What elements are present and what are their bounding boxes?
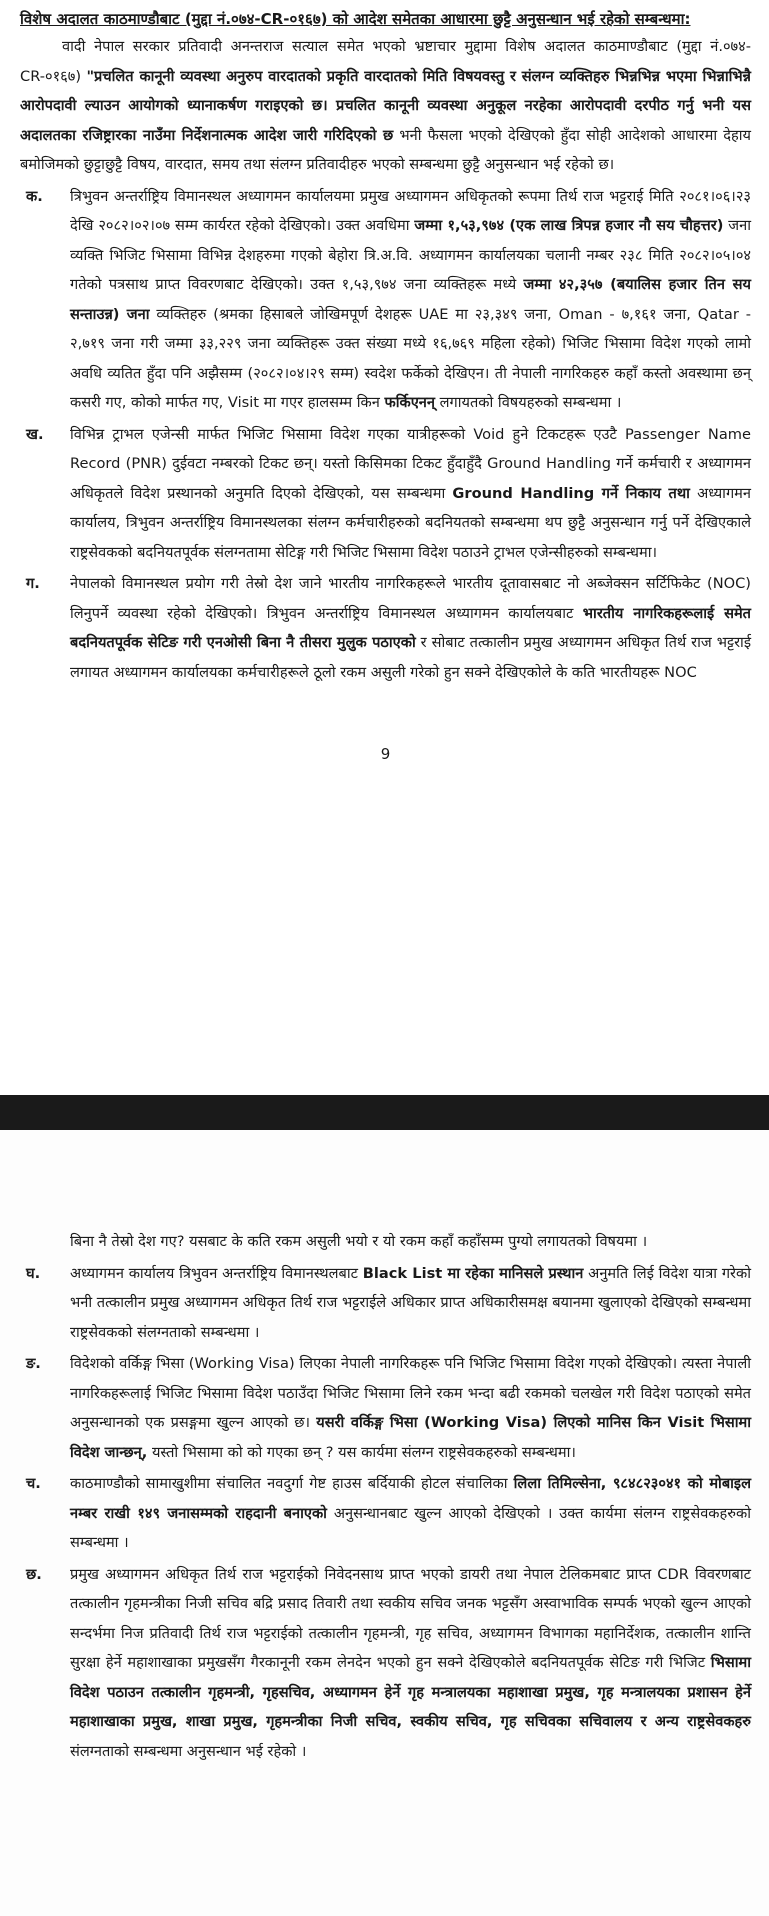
list-marker: ख. <box>26 425 44 443</box>
list-item-text: अध्यागमन कार्यालय त्रिभुवन अन्तर्राष्ट्रिय विमानस्थलबाट Black List मा रहेका मानिसले प्रस्थान अनुमति लिई विदेश यात्रा गरेको भनी तत्कालीन प्रमुख अध्यागमन अधिकृत तिर्थ राज भट्टराईले अधिकार प्राप्त अधिकारीसमक्ष बयानमा खुलाएको देखिएको सम्बन्धमा राष्ट्रसेवकको संलग्नताको सम्बन्धमा । <box>70 1264 751 1341</box>
list-item-text: प्रमुख अध्यागमन अधिकृत तिर्थ राज भट्टराईको निवेदनसाथ प्राप्त भएको डायरी तथा नेपाल टेलिकमबाट प्राप्त CDR विवरणबाट तत्कालीन गृहमन्त्रीका निजी सचिव बद्रि प्रसाद तिवारी तथा स्वकीय सचिव जनक भट्टसँग अस्वाभाविक सम्पर्क भएको खुल्न आएको सन्दर्भमा निज प्रतिवादी तिर्थ राज भट्टराईको तत्कालीन गृहमन्त्री, गृह सचिव, अध्यागमन विभागका महानिर्देशक, तत्कालीन शान्ति सुरक्षा हेर्ने महाशाखाका प्रमुखसँग गैरकानूनी रकम लेनदेन भएको हुन सक्ने देखिएकोले बदनियतपूर्वक सेटिङ गरी भिजिट भिसामा विदेश पठाउन तत्कालीन गृहमन्त्री, गृहसचिव, अध्यागमन हेर्ने गृह मन्त्रालयका महाशाखा प्रमुख, गृह मन्त्रालयका प्रशासन हेर्ने महाशाखाका प्रमुख, शाखा प्रमुख, गृहमन्त्रीका निजी सचिव, स्वकीय सचिव, गृह सचिवका सचिवालय र अन्य राष्ट्रसेवकहरु संलग्नताको सम्बन्धमा अनुसन्धान भई रहेको । <box>70 1565 751 1760</box>
list-marker: च. <box>26 1475 41 1492</box>
list-item-text: विदेशको वर्किङ्ग भिसा (Working Visa) लिएका नेपाली नागरिकहरू पनि भिजिट भिसामा विदेश गएको देखिएको। त्यस्ता नेपाली नागरिकहरूलाई भिजिट भिसामा विदेश पठाउँदा भिजिट भिसामा लिने रकम भन्दा बढी रकमको चलखेल गरी विदेश पठाएको समेत अनुसन्धानको एक प्रसङ्गमा खुल्न आएको छ। यसरी वर्किङ्ग भिसा (Working Visa) लिएको मानिस किन Visit भिसामा विदेश जान्छन्, यस्तो भिसामा को को गएका छन् ? यस कार्यमा संलग्न राष्ट्रसेवकहरुको सम्बन्धमा। <box>70 1355 751 1461</box>
section-heading: विशेष अदालत काठमाण्डौबाट (मुद्दा नं.०७४-CR-०१६७) को आदेश समेतका आधारमा छुट्टै अनुसन्धान भई रहेको सम्बन्धमा: <box>20 10 691 28</box>
page-divider <box>0 1095 769 1130</box>
list-item-cha <box>20 1469 751 1558</box>
list-item-text: नेपालको विमानस्थल प्रयोग गरी तेस्रो देश जाने भारतीय नागरिकहरूले भारतीय दूतावासबाट नो अब्जेक्सन सर्टिफिकेट (NOC) लिनुपर्ने व्यवस्था रहेको देखिएको। त्रिभुवन अन्तर्राष्ट्रिय विमानस्थल अध्यागमन कार्यालयबाट भारतीय नागरिकहरूलाई समेत बदनियतपूर्वक सेटिङ गरी एनओसी बिना नै तीसरा मुलुक पठाएको र सोबाट तत्कालीन प्रमुख अध्यागमन अधिकृत तिर्थ राज भट्टराई लगायत अध्यागमन कार्यालयका कर्मचारीहरूले ठूलो रकम असुली गरेको हुन सक्ने देखिएकोले के कति भारतीयहरू NOC <box>70 575 752 681</box>
list-item-ga <box>20 569 751 687</box>
list-marker: ग. <box>26 575 40 592</box>
page-number: 9 <box>380 745 391 763</box>
list-marker: घ. <box>26 1264 41 1282</box>
intro-paragraph: वादी नेपाल सरकार प्रतिवादी अनन्तराज सत्याल समेत भएको भ्रष्टाचार मुद्दामा विशेष अदालत काठमाण्डौबाट (मुद्दा नं.०७४-CR-०१६७) "प्रचलित कानूनी व्यवस्था अनुरुप वारदातको प्रकृति वारदातको मिति विषयवस्तु र संलग्न व्यक्तिहरु भिन्नभिन्न भएमा भिन्नाभिन्नै आरोपदावी ल्याउन आयोगको ध्यानाकर्षण गराइएको छ। प्रचलित कानूनी व्यवस्था अनुकूल नरहेका आरोपदावी दरपीठ गर्नु भनी यस अदालतका रजिष्ट्रारका नाउँमा निर्देशनात्मक आदेश जारी गरिदिएको छ भनी फैसला भएको देखिएको हुँदा सोही आदेशको आधारमा देहाय बमोजिमको छुट्टाछुट्टै विषय, वारदात, समय तथा संलग्न प्रतिवादीहरु भएको सम्बन्धमा छुट्टै अनुसन्धान भई रहेको छ। <box>20 38 751 173</box>
list-item-gha <box>20 1259 751 1348</box>
list-marker: ङ. <box>26 1355 41 1372</box>
continued-paragraph: बिना नै तेस्रो देश गए? यसबाट के कति रकम असुली भयो र यो रकम कहाँ कहाँसम्म पुग्यो लगायतको विषयमा । <box>70 1233 648 1250</box>
document-page-10 <box>0 1130 769 1916</box>
list-item-text: विभिन्न ट्राभल एजेन्सी मार्फत भिजिट भिसामा विदेश गएका यात्रीहरूको Void हुने टिकटहरू एउटै Passenger Name Record (PNR) दुईवटा नम्बरको टिकट छन्। यस्तो किसिमका टिकट हुँदाहुँदै Ground Handling गर्ने कर्मचारी र अध्यागमन अधिकृतले विदेश प्रस्थानको अनुमति दिएको देखिएको, यस सम्बन्धमा Ground Handling गर्ने निकाय तथा अध्यागमन कार्यालय, त्रिभुवन अन्तर्राष्ट्रिय विमानस्थलका संलग्न कर्मचारीहरुको बदनियतको सम्बन्धमा थप छुट्टै अनुसन्धान गर्नु पर्ने देखिएकाले राष्ट्रसेवकको बदनियतपूर्वक संलग्नतामा सेटिङ्ग गरी भिजिट भिसामा विदेश पठाउने ट्राभल एजेन्सीहरुको सम्बन्धमा। <box>70 425 751 561</box>
list-item-kha <box>20 420 751 568</box>
list-item-ka <box>20 182 751 418</box>
list-item-text: त्रिभुवन अन्तर्राष्ट्रिय विमानस्थल अध्यागमन कार्यालयमा प्रमुख अध्यागमन अधिकृतको रूपमा तिर्थ राज भट्टराई मिति २०८१।०६।२३ देखि २०८२।०२।०७ सम्म कार्यरत रहेको देखिएको। उक्त अवधिमा जम्मा १,५३,९७४ (एक लाख त्रिपन्न हजार नौ सय चौहत्तर) जना व्यक्ति भिजिट भिसामा विभिन्न देशहरुमा गएको बेहोरा त्रि.अ.वि. अध्यागमन कार्यालयका चलानी नम्बर २३८ मिति २०८२।०५।०४ गतेको पत्रसाथ प्राप्त विवरणबाट देखिएको। उक्त १,५३,९७४ जना व्यक्तिहरू मध्ये जम्मा ४२,३५७ (बयालिस हजार तिन सय सन्ताउन्न) जना व्यक्तिहरु (श्रमका हिसाबले जोखिमपूर्ण देशहरू UAE मा २३,३४९ जना, Oman - ७,१६१ जना, Qatar - २,७१९ जना गरी जम्मा ३३,२२९ जना व्यक्तिहरू उक्त संख्या मध्ये १६,७६९ महिला रहेको) भिजिट भिसामा विदेश गएको लामो अवधि व्यतित हुँदा पनि अझैसम्म (२०८२।०४।२९ सम्म) स्वदेश फर्केको देखिएन। ती नेपाली नागरिकहरु कहाँ कस्तो अवस्थामा छन् कसरी गए, कोको मार्फत गए, Visit मा गएर हालसम्म किन फर्किएनन् लगायतको विषयहरुको सम्बन्धमा । <box>70 187 752 411</box>
list-item-chha <box>20 1560 751 1767</box>
list-marker: छ. <box>26 1565 42 1583</box>
list-item-text: काठमाण्डौको सामाखुशीमा संचालित नवदुर्गा गेष्ट हाउस बर्दियाकी होटल संचालिका लिला तिमिल्सेना, ९८४८२३०४१ को मोबाइल नम्बर राखी १४९ जनासम्मको राहदानी बनाएको अनुसन्धानबाट खुल्न आएको देखिएको । उक्त कार्यमा संलग्न राष्ट्रसेवकहरुको सम्बन्धमा । <box>70 1475 751 1551</box>
list-item-nga <box>20 1349 751 1467</box>
list-marker: क. <box>26 187 43 205</box>
